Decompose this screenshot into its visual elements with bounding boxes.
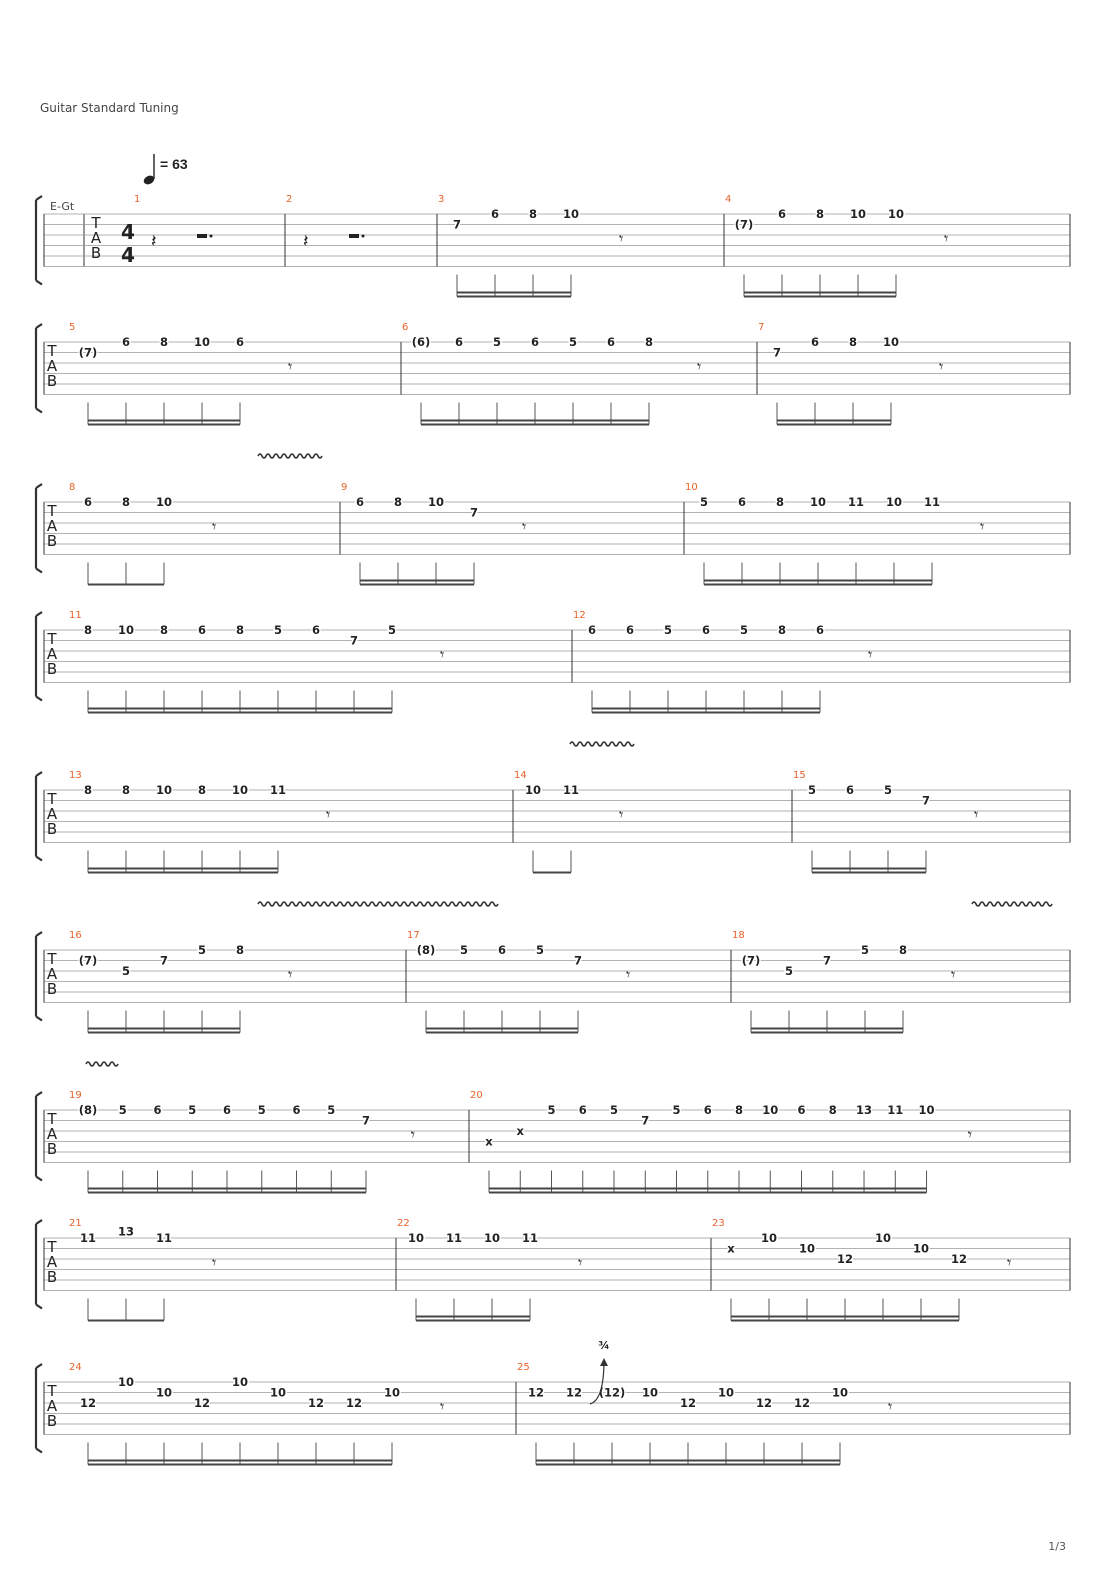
fret-number: 10 (117, 1375, 135, 1389)
measure-number: 23 (712, 1218, 725, 1229)
fret-number: 10 (231, 783, 249, 797)
vibrato-mark (86, 1062, 118, 1066)
vibrato-mark (570, 742, 634, 746)
fret-number: 12 (793, 1396, 811, 1410)
tab-clef-letter: A (46, 965, 58, 983)
fret-number: 5 (860, 943, 870, 957)
fret-number: 5 (672, 1103, 681, 1117)
tab-clef-letter: T (47, 502, 57, 520)
tab-clef-letter: A (46, 805, 58, 823)
eighth-rest-icon: 𝄾 (944, 229, 949, 248)
fret-number: 6 (578, 1103, 587, 1117)
fret-number: 8 (898, 943, 908, 957)
fret-number: 6 (606, 335, 616, 349)
fret-number: 10 (193, 335, 211, 349)
fret-number: 6 (845, 783, 855, 797)
fret-number: 11 (923, 495, 941, 509)
measure-number: 9 (341, 482, 348, 493)
fret-number: 11 (887, 1103, 904, 1117)
tempo-marking: = 63 (160, 156, 188, 172)
system-bracket (36, 484, 42, 573)
eighth-rest-icon: 𝄾 (288, 357, 293, 376)
fret-number: 11 (79, 1231, 97, 1245)
system-bracket (36, 1092, 42, 1181)
fret-number: 7 (822, 953, 832, 968)
tab-clef-letter: B (90, 244, 102, 262)
tab-system (36, 454, 1070, 585)
measure-number: 13 (69, 770, 82, 781)
fret-number: 10 (882, 335, 900, 349)
measure-number: 18 (732, 930, 745, 941)
fret-number: 8 (393, 495, 403, 509)
eighth-rest-icon: 𝄾 (626, 965, 631, 984)
eighth-rest-icon: 𝄾 (619, 229, 624, 248)
fret-number: 10 (117, 623, 135, 637)
measure-number: 10 (685, 482, 698, 493)
fret-number: 6 (737, 495, 747, 509)
fret-number: 11 (155, 1231, 173, 1245)
eighth-rest-icon: 𝄾 (619, 805, 624, 824)
fret-number: 12 (345, 1396, 363, 1410)
fret-number: 6 (810, 335, 820, 349)
fret-number: 7 (159, 953, 169, 968)
fret-number: 10 (831, 1385, 849, 1400)
fret-number: 5 (387, 623, 397, 637)
fret-number: 8 (528, 207, 538, 221)
tab-clef-letter: A (46, 645, 58, 663)
dot-icon (362, 235, 365, 238)
fret-number: 10 (641, 1385, 659, 1400)
fret-number: 10 (912, 1241, 930, 1256)
fret-number: 6 (797, 1103, 806, 1117)
fret-number: 5 (699, 495, 709, 509)
fret-number: 6 (490, 207, 500, 221)
fret-number: 5 (188, 1103, 197, 1117)
vibrato-mark (258, 454, 322, 458)
fret-number: 7 (452, 217, 462, 232)
tab-clef-letter: T (47, 342, 57, 360)
vibrato-mark (258, 902, 498, 906)
fret-number: 12 (79, 1396, 97, 1410)
system-bracket (36, 772, 42, 861)
tab-clef-letter: T (47, 950, 57, 968)
fret-number: 5 (807, 783, 817, 797)
tab-system (36, 610, 1070, 713)
fret-number: 10 (524, 783, 542, 797)
tab-clef-letter: B (46, 372, 58, 390)
fret-number: x (485, 1134, 493, 1149)
fret-number: 6 (703, 1103, 712, 1117)
dot-icon (210, 235, 213, 238)
tab-clef-letter: T (91, 214, 101, 232)
eighth-rest-icon: 𝄾 (868, 645, 873, 664)
measure-number: 25 (517, 1362, 530, 1373)
fret-number: 6 (587, 623, 597, 637)
vibrato-mark (972, 902, 1052, 906)
measure-number: 1 (134, 194, 141, 205)
tab-clef-letter: B (46, 1268, 58, 1286)
eighth-rest-icon: 𝄾 (974, 805, 979, 824)
measure-number: 12 (573, 610, 586, 621)
system-bracket (36, 612, 42, 701)
fret-number: 10 (762, 1103, 779, 1117)
tab-clef-letter: B (46, 532, 58, 550)
tab-clef-letter: T (47, 1382, 57, 1400)
measure-number: 14 (514, 770, 527, 781)
fret-number: 8 (735, 1103, 744, 1117)
fret-number: 10 (760, 1231, 778, 1245)
tab-clef-letter: A (46, 517, 58, 535)
eighth-rest-icon: 𝄾 (440, 1397, 445, 1416)
fret-number: 5 (459, 943, 469, 957)
fret-number: 6 (815, 623, 825, 637)
eighth-rest-icon: 𝄾 (980, 517, 985, 536)
fret-number: 12 (836, 1252, 854, 1266)
fret-number: (7) (734, 217, 754, 232)
bend-arrowhead-icon (600, 1358, 608, 1366)
quarter-rest-icon: 𝄽 (303, 231, 309, 252)
fret-number: (8) (78, 1103, 98, 1117)
time-signature-bottom: 4 (121, 243, 135, 267)
fret-number: 10 (885, 495, 903, 509)
tuning-label: Guitar Standard Tuning (40, 101, 179, 115)
fret-number: 12 (950, 1252, 968, 1266)
fret-number: 7 (469, 505, 479, 520)
tab-clef-letter: B (46, 1412, 58, 1430)
tab-clef-letter: B (46, 1140, 58, 1158)
system-bracket (36, 1364, 42, 1453)
fret-number: 8 (815, 207, 825, 221)
fret-number: 5 (327, 1103, 336, 1117)
fret-number: 8 (777, 623, 787, 637)
measure-number: 11 (69, 610, 82, 621)
fret-number: 7 (772, 345, 782, 360)
tab-clef-letter: A (46, 1125, 58, 1143)
measure-number: 20 (470, 1090, 483, 1101)
tab-clef-letter: A (90, 229, 102, 247)
eighth-rest-icon: 𝄾 (440, 645, 445, 664)
measure-number: 16 (69, 930, 82, 941)
time-signature-top: 4 (121, 220, 135, 244)
measure-number: 21 (69, 1218, 82, 1229)
tab-system (36, 742, 1070, 873)
fret-number: x (727, 1241, 735, 1256)
fret-number: 8 (644, 335, 654, 349)
fret-number: 7 (921, 793, 931, 808)
fret-number: 12 (679, 1396, 697, 1410)
fret-number: 8 (159, 623, 169, 637)
fret-number: 7 (573, 953, 583, 968)
tab-system (36, 902, 1070, 1033)
fret-number: 5 (121, 964, 131, 978)
fret-number: (7) (78, 345, 98, 360)
tab-system (36, 1218, 1070, 1321)
measure-number: 2 (286, 194, 293, 205)
tab-clef-letter: B (46, 660, 58, 678)
fret-number: 11 (562, 783, 580, 797)
eighth-rest-icon: 𝄾 (697, 357, 702, 376)
half-rest-icon (197, 234, 207, 238)
fret-number: 10 (231, 1375, 249, 1389)
page-indicator: 1/3 (1048, 1540, 1066, 1553)
tab-clef-letter: T (47, 630, 57, 648)
fret-number: 7 (641, 1113, 650, 1128)
fret-number: 10 (717, 1385, 735, 1400)
tab-clef-letter: A (46, 1397, 58, 1415)
fret-number: 5 (663, 623, 673, 637)
fret-number: 6 (625, 623, 635, 637)
measure-number: 15 (793, 770, 806, 781)
measure-number: 3 (438, 194, 445, 205)
fret-number: 13 (856, 1103, 873, 1117)
system-bracket (36, 324, 42, 413)
fret-number: x (516, 1124, 524, 1138)
fret-number: 8 (775, 495, 785, 509)
fret-number: 5 (784, 964, 794, 978)
tab-clef-letter: B (46, 820, 58, 838)
measure-number: 7 (758, 322, 765, 333)
measure-number: 22 (397, 1218, 410, 1229)
fret-number: 5 (197, 943, 207, 957)
tab-clef-letter: T (47, 790, 57, 808)
eighth-rest-icon: 𝄾 (1007, 1253, 1012, 1272)
fret-number: (7) (741, 953, 761, 968)
fret-number: 8 (235, 943, 245, 957)
fret-number: 5 (535, 943, 545, 957)
fret-number: 12 (193, 1396, 211, 1410)
measure-number: 6 (402, 322, 409, 333)
fret-number: 7 (362, 1113, 371, 1128)
fret-number: 10 (407, 1231, 425, 1245)
eighth-rest-icon: 𝄾 (212, 517, 217, 536)
fret-number: 10 (809, 495, 827, 509)
eighth-rest-icon: 𝄾 (326, 805, 331, 824)
fret-number: 6 (497, 943, 507, 957)
tab-clef-letter: T (47, 1110, 57, 1128)
fret-number: 10 (849, 207, 867, 221)
fret-number: 10 (874, 1231, 892, 1245)
fret-number: (6) (411, 335, 431, 349)
fret-number: 10 (155, 1385, 173, 1400)
measure-number: 19 (69, 1090, 82, 1101)
fret-number: 6 (83, 495, 93, 509)
fret-number: 6 (121, 335, 131, 349)
measure-number: 4 (725, 194, 732, 205)
fret-number: 10 (383, 1385, 401, 1400)
fret-number: 11 (521, 1231, 539, 1245)
system-bracket (36, 196, 42, 285)
fret-number: 6 (235, 335, 245, 349)
tab-clef-letter: T (47, 1238, 57, 1256)
fret-number: 8 (197, 783, 207, 797)
fret-number: 12 (565, 1385, 583, 1400)
fret-number: 10 (427, 495, 445, 509)
tab-clef-letter: A (46, 357, 58, 375)
fret-number: 12 (527, 1385, 545, 1400)
measure-number: 24 (69, 1362, 82, 1373)
fret-number: 12 (307, 1396, 325, 1410)
fret-number: 10 (562, 207, 580, 221)
fret-number: 6 (311, 623, 321, 637)
half-rest-icon (349, 234, 359, 238)
system-bracket (36, 1220, 42, 1309)
tab-system (36, 1362, 1070, 1465)
fret-number: 8 (121, 495, 131, 509)
eighth-rest-icon: 𝄾 (967, 1125, 973, 1144)
quarter-rest-icon: 𝄽 (151, 231, 157, 252)
fret-number: 7 (349, 633, 359, 648)
fret-number: 5 (610, 1103, 619, 1117)
eighth-rest-icon: 𝄾 (888, 1397, 893, 1416)
fret-number: 10 (798, 1241, 816, 1256)
fret-number: (8) (416, 943, 436, 957)
fret-number: 6 (292, 1103, 301, 1117)
fret-number: 6 (355, 495, 365, 509)
eighth-rest-icon: 𝄾 (939, 357, 944, 376)
fret-number: 5 (883, 783, 893, 797)
eighth-rest-icon: 𝄾 (212, 1253, 217, 1272)
fret-number: 13 (117, 1224, 135, 1239)
fret-number: 8 (235, 623, 245, 637)
fret-number: 12 (755, 1396, 773, 1410)
fret-number: 11 (445, 1231, 463, 1245)
fret-number: 5 (118, 1103, 127, 1117)
fret-number: 5 (739, 623, 749, 637)
system-bracket (36, 932, 42, 1021)
measure-number: 5 (69, 322, 76, 333)
fret-number: 6 (223, 1103, 232, 1117)
tab-clef-letter: B (46, 980, 58, 998)
fret-number: 10 (887, 207, 905, 221)
fret-number: 8 (848, 335, 858, 349)
fret-number: 11 (269, 783, 287, 797)
fret-number: 8 (121, 783, 131, 797)
fret-number: 6 (701, 623, 711, 637)
fret-number: 5 (273, 623, 283, 637)
fret-number: 6 (454, 335, 464, 349)
tab-clef-letter: A (46, 1253, 58, 1271)
eighth-rest-icon: 𝄾 (288, 965, 293, 984)
bend-amount-label: ¾ (598, 1339, 610, 1352)
fret-number: 6 (153, 1103, 162, 1117)
fret-number: 8 (83, 783, 93, 797)
fret-number: 5 (257, 1103, 266, 1117)
fret-number: 6 (530, 335, 540, 349)
fret-number: 10 (918, 1103, 935, 1117)
measure-number: 17 (407, 930, 420, 941)
fret-number: 6 (777, 207, 787, 221)
fret-number: 5 (547, 1103, 556, 1117)
tab-system (36, 1062, 1070, 1193)
fret-number: 11 (847, 495, 865, 509)
fret-number: 5 (492, 335, 502, 349)
eighth-rest-icon: 𝄾 (410, 1125, 416, 1144)
fret-number: 10 (269, 1385, 287, 1400)
fret-number: 6 (197, 623, 207, 637)
tab-system (36, 322, 1070, 425)
fret-number: (12) (598, 1385, 626, 1400)
fret-number: 8 (83, 623, 93, 637)
fret-number: 8 (828, 1103, 837, 1117)
eighth-rest-icon: 𝄾 (578, 1253, 583, 1272)
eighth-rest-icon: 𝄾 (951, 965, 956, 984)
fret-number: 5 (568, 335, 578, 349)
measure-number: 8 (69, 482, 76, 493)
fret-number: 10 (155, 783, 173, 797)
fret-number: 10 (483, 1231, 501, 1245)
fret-number: 8 (159, 335, 169, 349)
fret-number: (7) (78, 953, 98, 968)
eighth-rest-icon: 𝄾 (522, 517, 527, 536)
fret-number: 10 (155, 495, 173, 509)
instrument-label: E-Gt (50, 200, 75, 213)
tab-system (36, 194, 1070, 297)
